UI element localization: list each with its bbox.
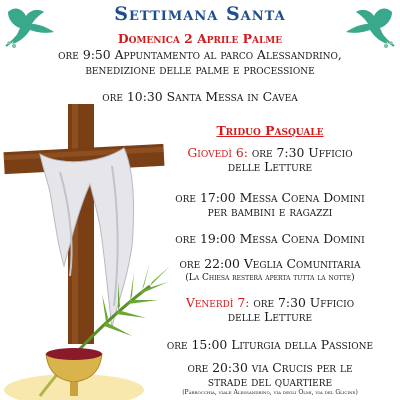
thursday-mass-children: ore 17:00 Messa Coena Domini	[175, 190, 365, 205]
triduo-heading: Triduo Pasquale	[216, 123, 324, 138]
thursday-office: ore 7:30 Ufficio	[247, 145, 353, 160]
friday-passion: ore 15:00 Liturgia della Passione	[166, 337, 374, 352]
thursday-vigil-note: (La Chiesa resterà aperta tutta la notte)	[185, 273, 355, 283]
friday-office-2: delle Letture	[227, 309, 313, 324]
thursday-mass-children-2: per bambini e ragazzi	[207, 204, 333, 219]
chalice-icon	[4, 348, 144, 400]
thursday-office-2: delle Letture	[227, 159, 313, 174]
palm-sunday-line-2: benedizione delle palme e processione	[85, 62, 315, 77]
thursday-label: Giovedì 6:	[187, 145, 248, 160]
friday-via-crucis-2: strade del quartiere	[207, 374, 333, 389]
palm-sunday-mass: ore 10:30 Santa Messa in Cavea	[102, 89, 298, 104]
cross-with-cloth-icon	[0, 96, 200, 400]
friday-via-crucis-note: (Parrocchia, viale Alessandrino, via degli Olmi, via del Glicine)	[182, 389, 358, 396]
thursday-vigil: ore 22:00 Veglia Comunitaria	[179, 256, 361, 271]
thursday-mass: ore 19:00 Messa Coena Domini	[175, 231, 365, 246]
palm-sunday-heading: Domenica 2 Aprile Palme	[117, 31, 283, 46]
palm-sunday-line-1: ore 9:50 Appuntamento al parco Alessandrino,	[58, 47, 342, 62]
friday-via-crucis: ore 20:30 via Crucis per le	[187, 360, 353, 375]
friday-label: Venerdì 7:	[185, 295, 250, 310]
page-title: Settimana Santa	[114, 3, 286, 25]
friday-office: ore 7:30 Ufficio	[249, 295, 355, 310]
